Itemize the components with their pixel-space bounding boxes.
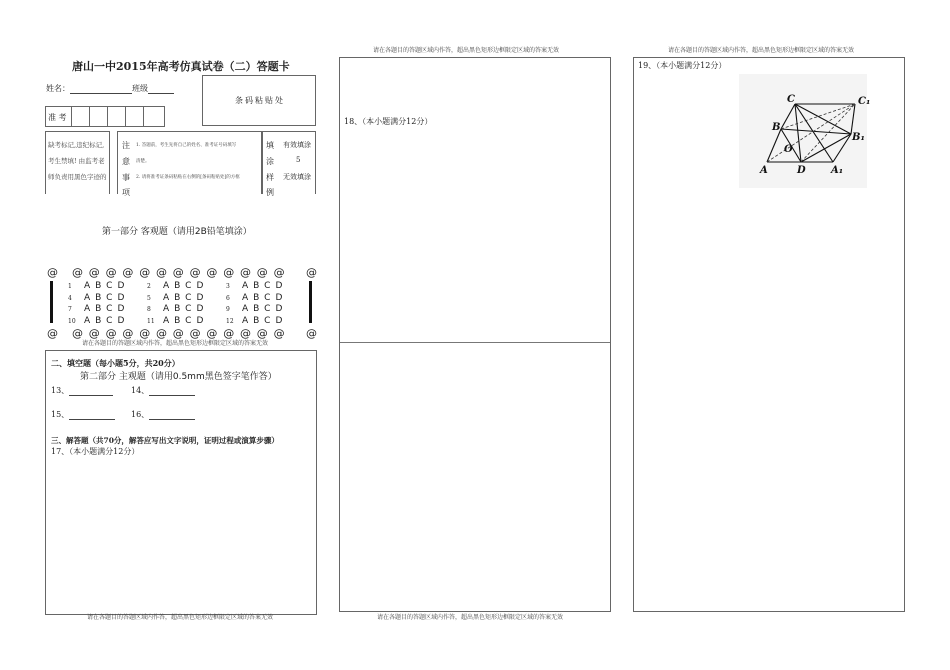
q13-row (51, 385, 113, 396)
notice-item-3: 2. 请将准考证条码粘贴在右侧的[条码粘贴处]的方框 (136, 175, 240, 180)
timing-mark: @ (72, 266, 83, 279)
label-A1: A₁ (831, 165, 844, 176)
answer-bubbles[interactable]: ABCD (163, 292, 209, 303)
question-number: 3 (226, 283, 230, 290)
q13-answer[interactable] (69, 395, 113, 396)
answer-bubbles[interactable]: ABCD (84, 315, 130, 326)
notice-char-2: 意 (122, 157, 130, 166)
fill-char-2: 涂 (266, 157, 274, 166)
timing-mark: @ (189, 266, 201, 279)
absent-mark-box (45, 131, 110, 194)
answer-bubbles[interactable]: ABCD (163, 315, 209, 326)
label-B1: B₁ (852, 132, 865, 143)
prism-figure (739, 74, 871, 188)
answer-bubbles[interactable]: ABCD (242, 281, 288, 291)
label-C1: C₁ (858, 96, 871, 107)
timing-mark: @ (139, 266, 151, 279)
notice-box (117, 131, 262, 197)
label-C: C (787, 94, 795, 105)
q16-answer[interactable] (149, 419, 195, 420)
q16-label: 16、 (131, 410, 150, 419)
timing-mark: @ (105, 327, 117, 340)
solve-heading: 三、解答题（共70分，解答应写出文字说明，证明过程或演算步骤） (51, 436, 279, 445)
timing-mark: @ (240, 327, 251, 340)
timing-mark: @ (240, 266, 251, 279)
timing-bar-right (309, 281, 312, 323)
question-number: 8 (147, 306, 151, 313)
q14-label: 14、 (131, 386, 150, 395)
fill-example-box (262, 131, 316, 197)
q15-answer[interactable] (69, 419, 115, 420)
barcode-label: 条码粘贴处 (235, 96, 285, 105)
name-field-row (46, 83, 174, 94)
exam-number-label: 准 考 (48, 113, 67, 122)
question-number: 7 (68, 306, 72, 313)
question-number: 4 (68, 294, 72, 302)
q16-row (131, 409, 195, 420)
timing-mark: @ (72, 327, 83, 340)
answer-bubbles[interactable]: ABCD (163, 304, 209, 314)
q14-answer[interactable] (149, 395, 195, 396)
warning-right-top: 请在各题目的答题区域内作答，超出黑色矩形边框限定区域的答案无效 (668, 47, 855, 54)
warning-mid-bottom: 请在各题目的答题区域内作答，超出黑色矩形边框限定区域的答案无效 (377, 614, 564, 621)
timing-mark: @ (122, 327, 134, 340)
question-number: 1 (68, 283, 72, 290)
q17-label: 17、（本小题满分12分） (51, 447, 140, 456)
q19-label: 19、（本小题满分12分） (638, 61, 727, 70)
answer-bubbles[interactable]: ABCD (242, 304, 288, 314)
answer-bubbles[interactable]: ABCD (84, 292, 130, 303)
q14-row (131, 385, 195, 396)
answer-bubbles[interactable]: ABCD (84, 304, 130, 314)
timing-mark: @ (206, 327, 218, 340)
question-number: 2 (147, 283, 151, 290)
timing-mark: @ (256, 266, 268, 279)
answer-bubbles[interactable]: ABCD (242, 315, 288, 326)
notice-char-1: 注 (122, 141, 130, 150)
label-O: O (784, 144, 793, 155)
q18-answer-box[interactable] (339, 57, 611, 612)
part1-title: 第一部分 客观题（请用2B铅笔填涂） (102, 227, 252, 237)
timing-mark: @ (189, 327, 201, 340)
warning-left-bottom: 请在各题目的答题区域内作答，超出黑色矩形边框限定区域的答案无效 (87, 614, 274, 621)
warning-mid-top: 请在各题目的答题区域内作答，超出黑色矩形边框限定区域的答案无效 (373, 47, 560, 54)
fill-sample: 5 (296, 156, 301, 164)
class-input[interactable] (148, 93, 174, 94)
barcode-box (202, 75, 316, 126)
label-A: A (760, 165, 768, 176)
q13-label: 13、 (51, 386, 70, 395)
timing-mark: @ (88, 266, 100, 279)
answer-bubbles[interactable]: ABCD (84, 281, 130, 291)
subjective-answer-box[interactable] (45, 350, 317, 615)
q18-label: 18、（本小题满分12分） (344, 117, 433, 126)
mid-divider (340, 342, 610, 343)
timing-mark: @ (172, 327, 184, 340)
label-B: B (772, 122, 781, 133)
timing-mark: @ (88, 327, 100, 340)
question-number: 10 (68, 317, 76, 325)
question-number: 6 (226, 294, 230, 302)
timing-bar-left (50, 281, 53, 323)
fill-char-3: 样 (266, 173, 274, 182)
timing-mark: @ (206, 266, 218, 279)
timing-mark: @ (105, 266, 117, 279)
label-D: D (797, 165, 806, 176)
timing-mark: @ (156, 327, 167, 340)
notice-left-1: 缺考标记,违纪标记, (48, 141, 105, 149)
question-number: 9 (226, 306, 230, 313)
timing-mark: @ (122, 266, 134, 279)
notice-item-2: 清楚。 (136, 159, 150, 164)
notice-char-3: 事 (122, 173, 130, 182)
part2-title: 第二部分 主观题（请用0.5mm黑色签字笔作答） (80, 372, 277, 382)
notice-left-3: 师负责用黑色字迹的 (48, 173, 107, 181)
answer-bubbles[interactable]: ABCD (242, 292, 288, 303)
timing-mark: @ (306, 327, 317, 340)
notice-char-4: 项 (122, 188, 130, 197)
name-label: 姓名： (46, 84, 70, 93)
question-number: 12 (226, 317, 234, 325)
warning-left-top: 请在各题目的答题区域内作答，超出黑色矩形边框限定区域的答案无效 (82, 340, 269, 347)
timing-mark: @ (47, 266, 58, 279)
fill-invalid: 无效填涂 (283, 173, 311, 181)
exam-number-grid[interactable] (45, 106, 165, 127)
question-number: 5 (147, 294, 151, 302)
q15-label: 15、 (51, 410, 70, 419)
q19-answer-box[interactable] (633, 57, 905, 612)
timing-mark: @ (306, 266, 317, 279)
fill-blank-heading: 二、填空题（每小题5分，共20分） (51, 358, 180, 368)
fill-valid: 有效填涂 (283, 141, 311, 149)
timing-mark: @ (256, 327, 268, 340)
timing-mark: @ (273, 327, 285, 340)
fill-char-1: 填 (266, 141, 274, 150)
notice-item-1: 1. 答题前，考生先将自己的姓名、准考证号码填写 (136, 143, 237, 148)
fill-char-4: 例 (266, 188, 274, 197)
class-label: 班级 (132, 84, 148, 93)
timing-mark: @ (156, 266, 167, 279)
notice-left-2: 考生禁填! 由监考老 (48, 157, 105, 165)
timing-mark: @ (223, 327, 235, 340)
name-input[interactable] (70, 93, 132, 94)
q15-row (51, 409, 115, 420)
timing-mark: @ (273, 266, 285, 279)
timing-mark: @ (172, 266, 184, 279)
timing-mark: @ (47, 327, 58, 340)
timing-mark: @ (223, 266, 235, 279)
page-title: 唐山一中2015年高考仿真试卷（二）答题卡 (72, 60, 290, 73)
question-number: 11 (147, 317, 155, 325)
answer-bubbles[interactable]: ABCD (163, 281, 209, 291)
timing-mark: @ (139, 327, 151, 340)
